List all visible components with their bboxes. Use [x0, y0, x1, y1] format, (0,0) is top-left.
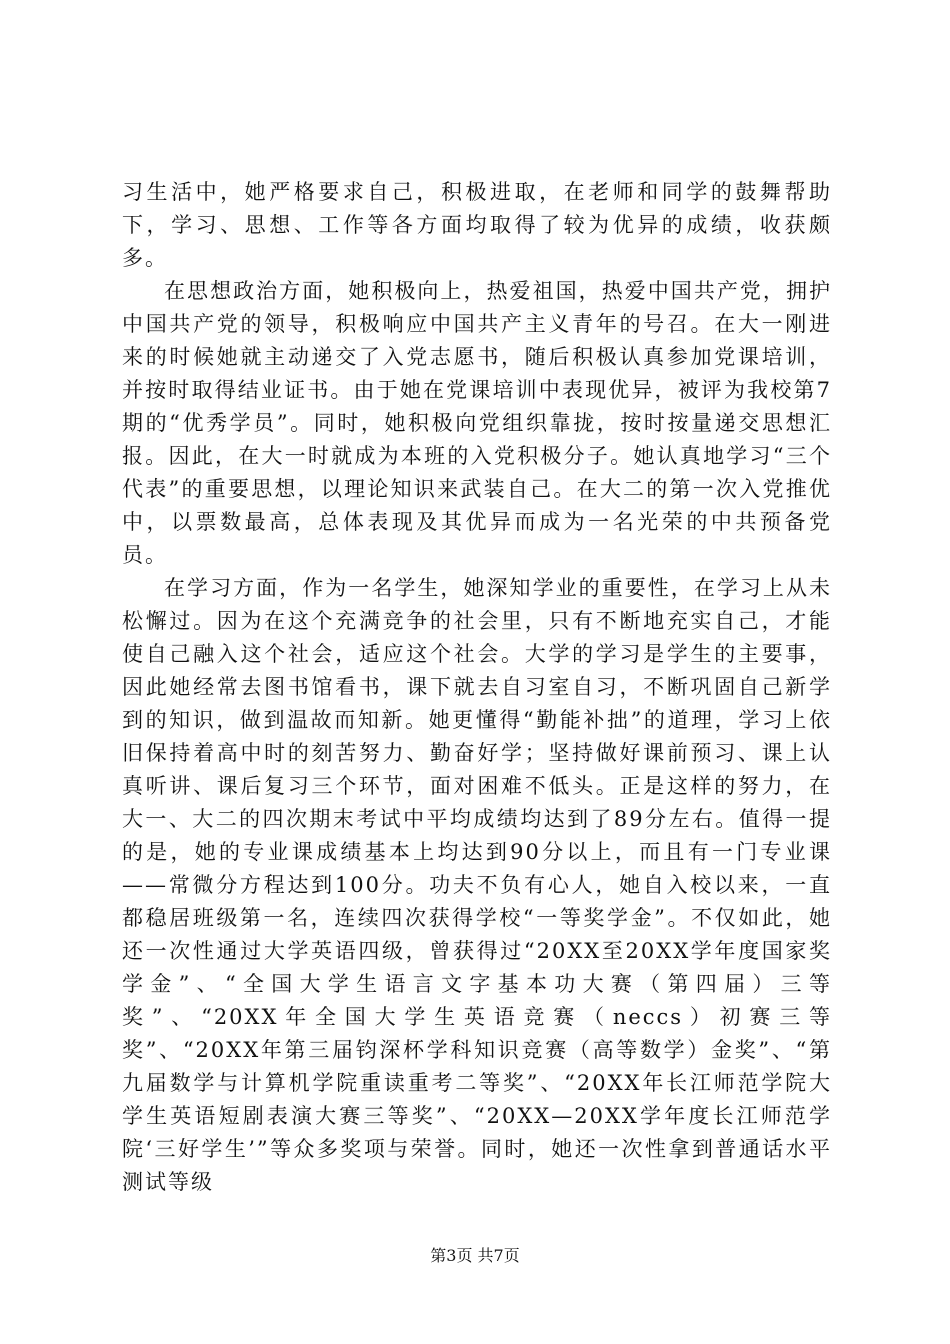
paragraph-study: 在学习方面，作为一名学生，她深知学业的重要性，在学习上从未松懈过。因为在这个充满竞争的社会里，只有不断地充实自己，才能使自己融入这个社会，适应这个社会。大学的学习是学生的主要事，因此她经常去图书馆看书，课下就去自习室自习，不断巩固自己新学到的知识，做到温故而知新。她更懂得“勤能补拙”的道理，学习上依旧保持着高中时的刻苦努力、勤奋好学；坚持做好课前预习、课上认真听讲、课后复习三个环节，面对困难不低头。正是这样的努力，在大一、大二的四次期末考试中平均成绩均达到了89分左右。值得一提的是，她的专业课成绩基本上均达到90分以上，而且有一门专业课——常微分方程达到100分。功夫不负有心人，她自入校以来，一直都稳居班级第一名，连续四次获得学校“一等奖学金”。不仅如此，她还一次性通过大学英语四级，曾获得过“20XX至20XX学年度国家奖学金”、“全国大学生语言文字基本功大赛（第四届）三等奖”、“20XX年全国大学生英语竞赛（neccs）初赛三等奖”、“20XX年第三届钧深杯学科知识竞赛（高等数学）金奖”、“第九届数学与计算机学院重读重考二等奖”、“20XX年长江师范学院大学生英语短剧表演大赛三等奖”、“20XX—20XX学年度长江师范学院‘三好学生’”等众多奖项与荣誉。同时，她还一次性拿到普通话水平测试等级	[122, 576, 832, 1194]
document-body	[122, 176, 832, 1199]
paragraph-continuation: 习生活中，她严格要求自己，积极进取，在老师和同学的鼓舞帮助下，学习、思想、工作等各方面均取得了较为优异的成绩，收获颇多。	[122, 180, 832, 270]
paragraph-political: 在思想政治方面，她积极向上，热爱祖国，热爱中国共产党，拥护中国共产党的领导，积极响应中国共产主义青年的号召。在大一刚进来的时候她就主动递交了入党志愿书，随后积极认真参加党课培训，并按时取得结业证书。由于她在党课培训中表现优异，被评为我校第7期的“优秀学员”。同时，她积极向党组织靠拢，按时按量递交思想汇报。因此，在大一时就成为本班的入党积极分子。她认真地学习“三个代表”的重要思想，以理论知识来武装自己。在大二的第一次入党推优中，以票数最高，总体表现及其优异而成为一名光荣的中共预备党员。	[122, 279, 832, 567]
page-footer: 第3页 共7页	[430, 1246, 520, 1265]
